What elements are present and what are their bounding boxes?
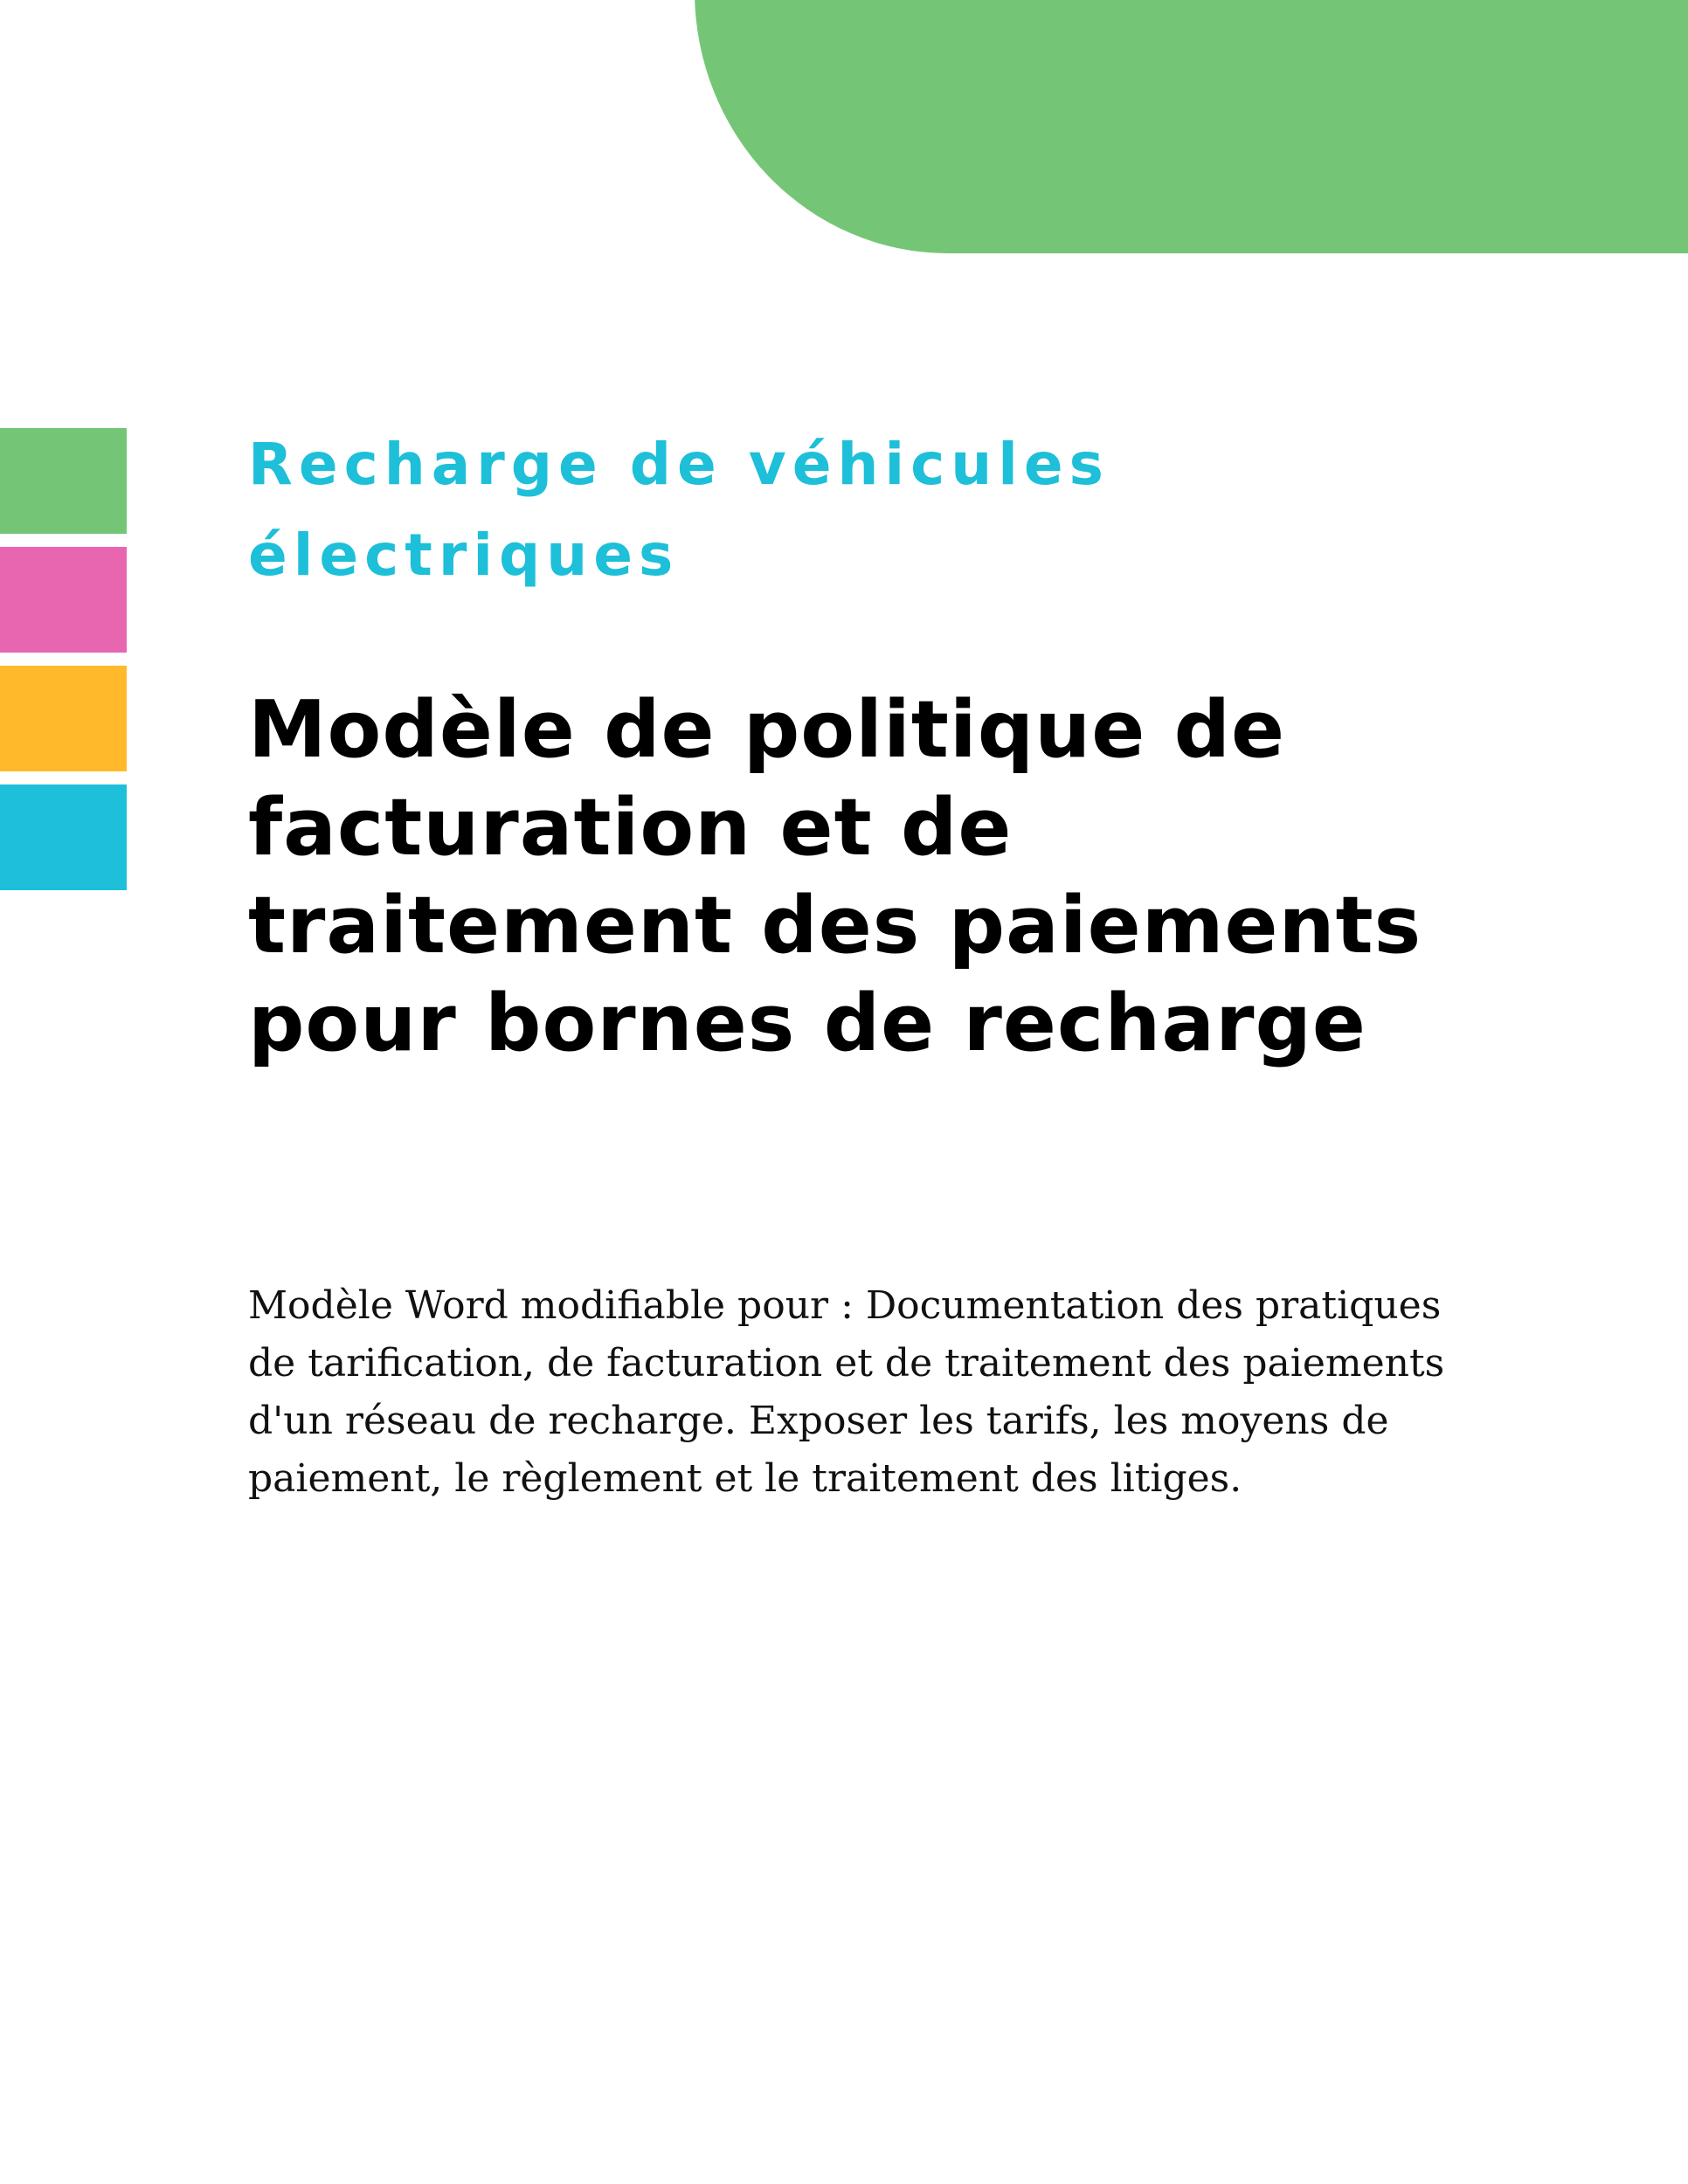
top-decorative-shape bbox=[695, 0, 1688, 253]
color-bar-green bbox=[0, 428, 127, 534]
title-line-4: pour bornes de recharge bbox=[248, 978, 1366, 1069]
document-description: Modèle Word modifiable pour : Documentation des pratiques de tarification, de facturation et de traitement des paiements d'un réseau de recharge. Exposer les tarifs, les moyens de paiement, le règlement et le traitement des litiges. bbox=[248, 1283, 1445, 1501]
color-bar-stack bbox=[0, 428, 127, 903]
document-title bbox=[248, 681, 1559, 1073]
title-line-3: traitement des paiements bbox=[248, 880, 1422, 971]
title-line-2: facturation et de bbox=[248, 782, 1013, 874]
title-line-1: Modèle de politique de bbox=[248, 684, 1286, 776]
cover-eyebrow bbox=[248, 419, 1384, 601]
color-bar-yellow bbox=[0, 666, 127, 771]
color-bar-pink bbox=[0, 547, 127, 653]
color-bar-cyan bbox=[0, 784, 127, 890]
eyebrow-line-2: électriques bbox=[248, 522, 680, 589]
eyebrow-line-1: Recharge de véhicules bbox=[248, 431, 1110, 498]
